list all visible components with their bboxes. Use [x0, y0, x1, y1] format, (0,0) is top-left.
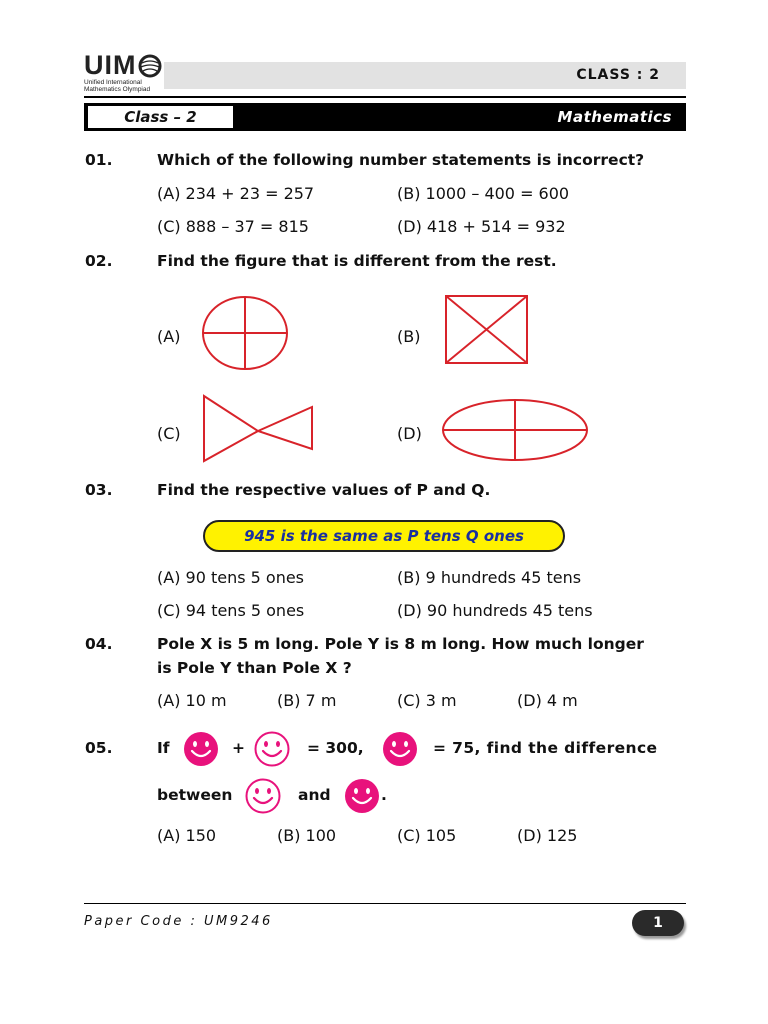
band-class-title: Class – 2 — [88, 106, 233, 128]
paper-code: Paper Code : UM9246 — [84, 914, 273, 929]
q5-if-word: If — [157, 739, 170, 757]
q4-option-b: (B) 7 m — [277, 691, 337, 710]
q2-number: 02. — [85, 252, 113, 270]
q3-option-d: (D) 90 hundreds 45 tens — [397, 601, 593, 620]
logo — [84, 52, 164, 98]
class-bar — [164, 62, 686, 89]
page-number: 1 — [632, 910, 684, 936]
q1-text: Which of the following number statements is incorrect? — [157, 151, 645, 169]
q4-number: 04. — [85, 635, 113, 653]
q4-option-c: (C) 3 m — [397, 691, 457, 710]
q4-text-line-1: Pole X is 5 m long. Pole Y is 8 m long. How much longer — [157, 635, 644, 653]
q5-plus-sign: + — [232, 739, 245, 757]
circle-cross-figure — [200, 294, 290, 374]
q5-option-d: (D) 125 — [517, 826, 578, 845]
q3-option-a: (A) 90 tens 5 ones — [157, 568, 305, 587]
class-label: CLASS : 2 — [576, 67, 660, 83]
q4-text-line-2: is Pole Y than Pole X ? — [157, 659, 352, 677]
q5-option-c: (C) 105 — [397, 826, 457, 845]
header-divider — [84, 96, 686, 98]
ellipse-cross-figure — [440, 397, 590, 463]
q2-label-c: (C) — [157, 424, 181, 443]
pink-smiley-icon — [382, 731, 418, 767]
q1-option-d: (D) 418 + 514 = 932 — [397, 217, 566, 236]
q4-option-a: (A) 10 m — [157, 691, 227, 710]
q5-between-word: between — [157, 786, 233, 804]
pink-smiley-icon — [344, 778, 380, 814]
q5-value-text: = 75, find the difference — [433, 739, 658, 757]
pink-smiley-icon — [183, 731, 219, 767]
q3-statement-banner: 945 is the same as P tens Q ones — [203, 520, 565, 552]
q5-number: 05. — [85, 739, 113, 757]
band-subject-title: Mathematics — [557, 108, 672, 126]
logo-text: UIM — [84, 50, 137, 80]
q3-text: Find the respective values of P and Q. — [157, 481, 491, 499]
q1-option-a: (A) 234 + 23 = 257 — [157, 184, 315, 203]
q2-label-a: (A) — [157, 327, 181, 346]
q2-label-d: (D) — [397, 424, 422, 443]
q5-option-a: (A) 150 — [157, 826, 217, 845]
q3-option-b: (B) 9 hundreds 45 tens — [397, 568, 582, 587]
q2-text: Find the figure that is different from the rest. — [157, 252, 557, 270]
q3-option-c: (C) 94 tens 5 ones — [157, 601, 305, 620]
q4-option-d: (D) 4 m — [517, 691, 578, 710]
q2-label-b: (B) — [397, 327, 421, 346]
square-x-figure — [444, 294, 530, 366]
logo-subtitle-1: Unified International — [84, 79, 142, 86]
footer-divider — [84, 903, 686, 904]
q1-number: 01. — [85, 151, 113, 169]
logo-subtitle-2: Mathematics Olympiad — [84, 86, 151, 93]
q5-and-word: and — [298, 786, 331, 804]
q1-option-c: (C) 888 – 37 = 815 — [157, 217, 309, 236]
q5-sum-value: = 300, — [307, 739, 364, 757]
q5-period: . — [381, 786, 387, 804]
bowtie-figure — [200, 393, 316, 465]
q3-number: 03. — [85, 481, 113, 499]
outline-smiley-icon — [254, 731, 290, 767]
q1-option-b: (B) 1000 – 400 = 600 — [397, 184, 570, 203]
outline-smiley-icon — [245, 778, 281, 814]
q5-option-b: (B) 100 — [277, 826, 337, 845]
globe-icon — [138, 54, 162, 78]
